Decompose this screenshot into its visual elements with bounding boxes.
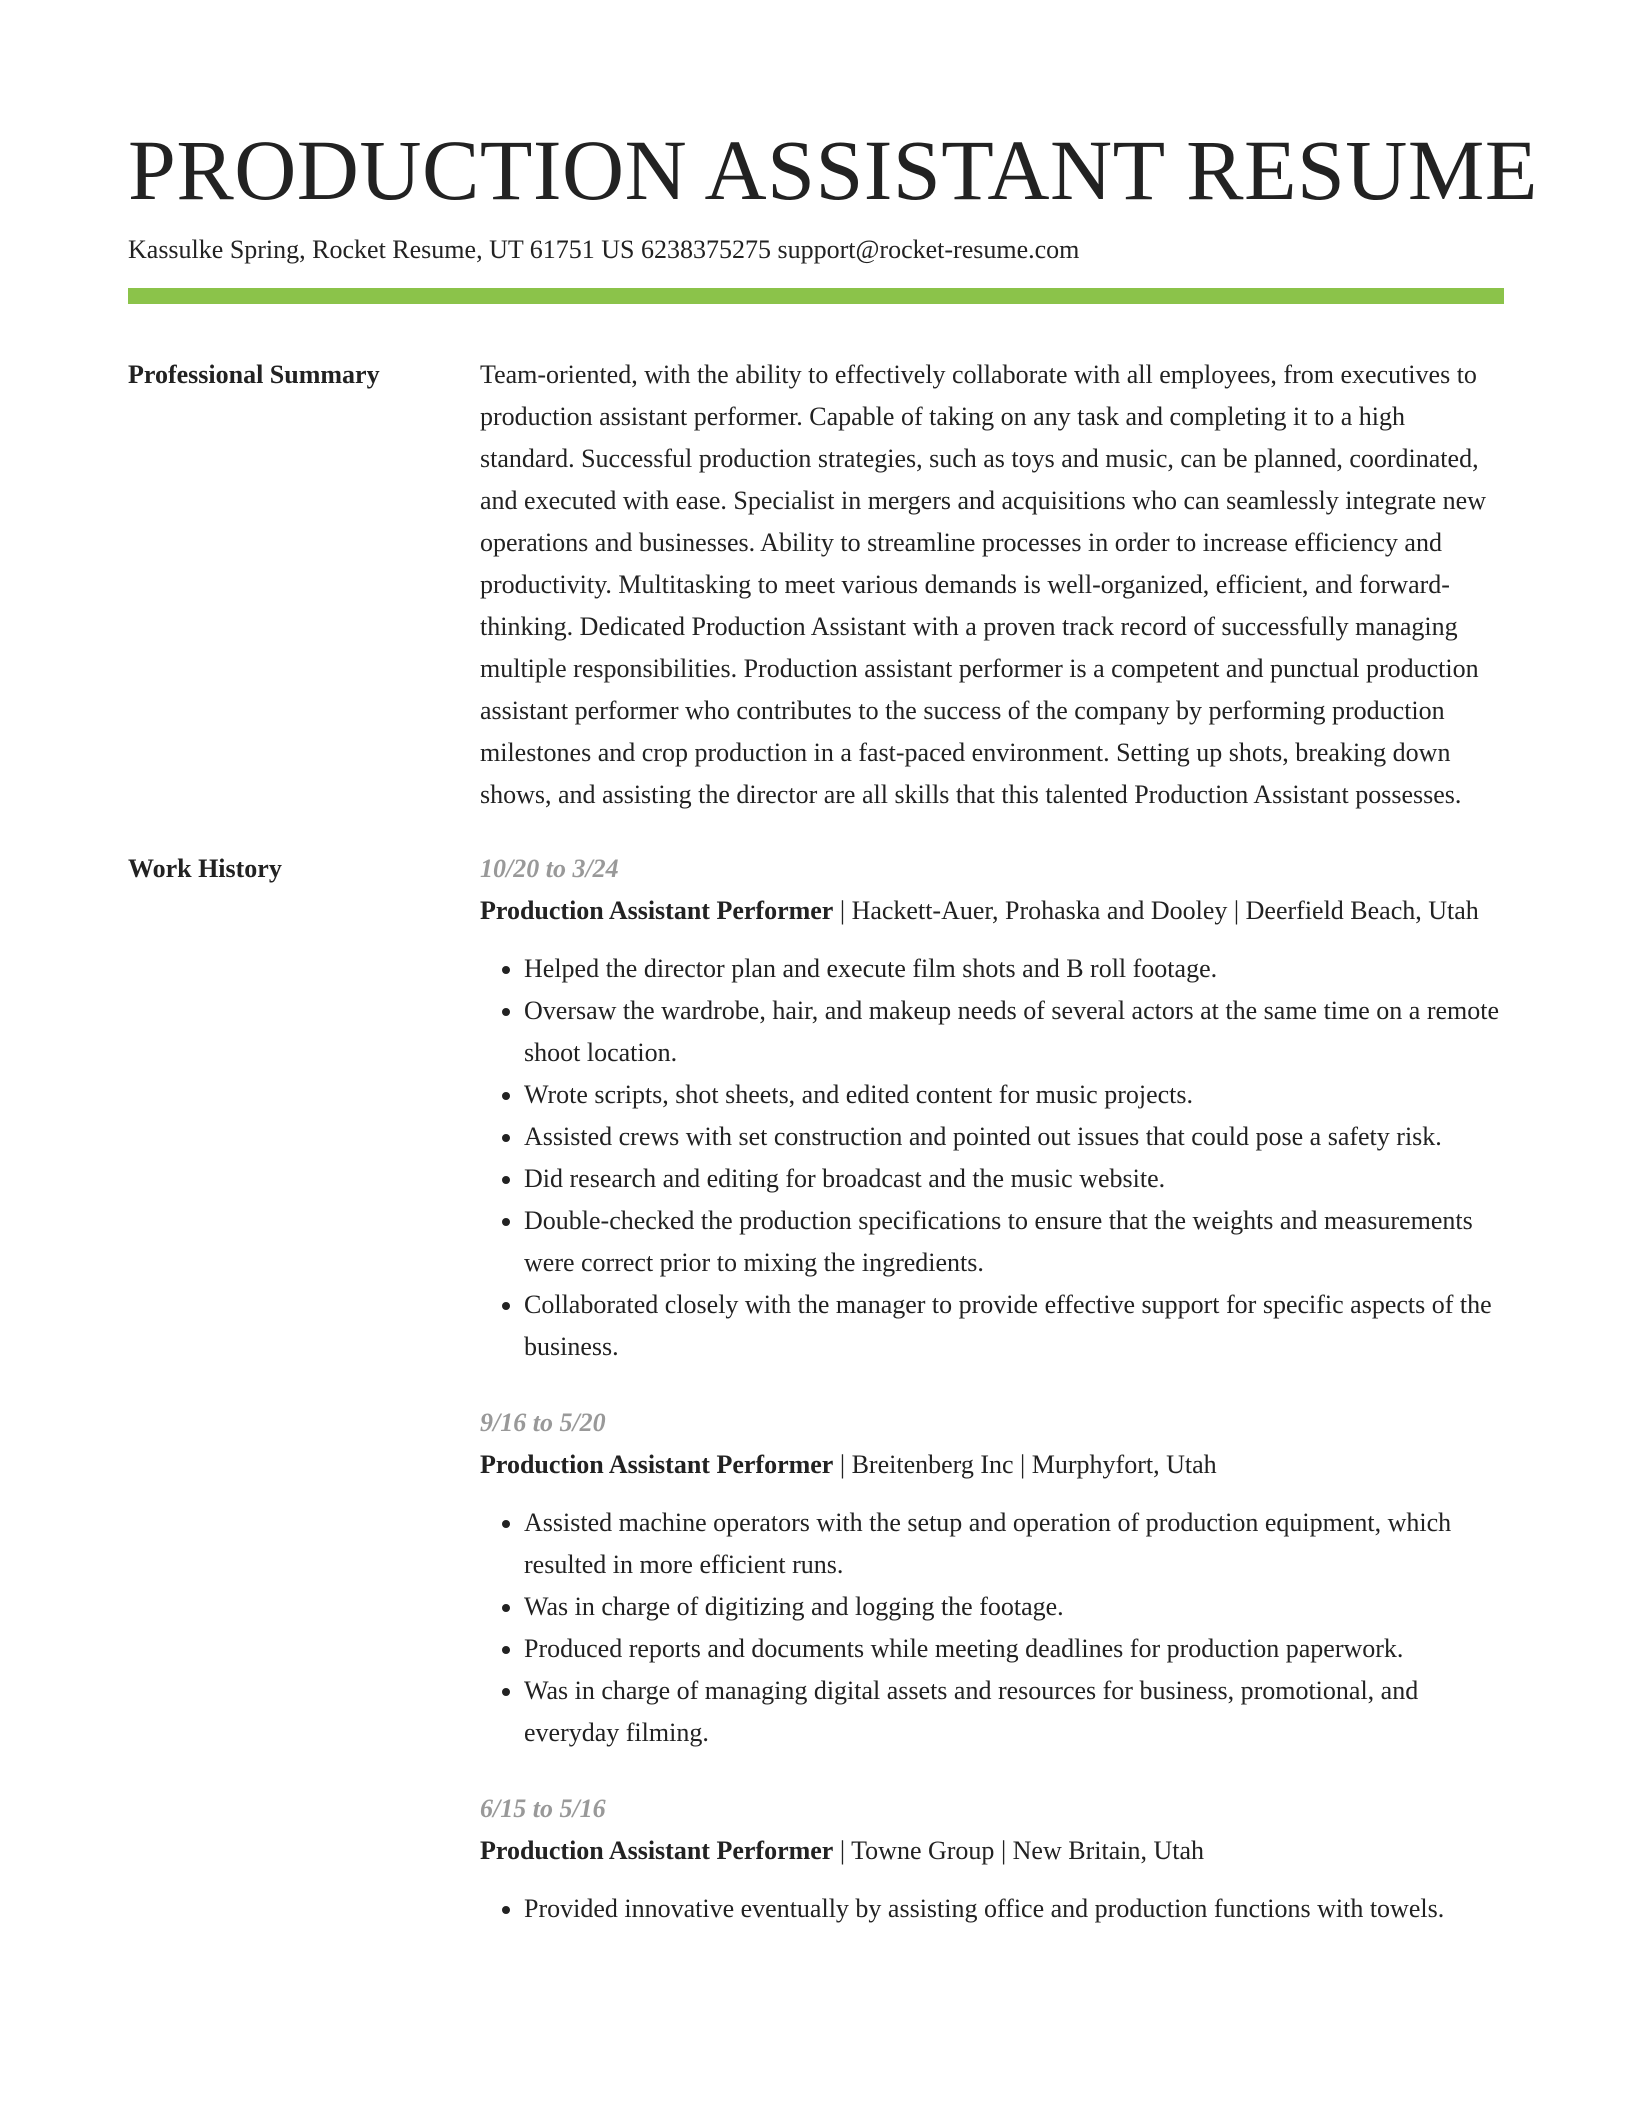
section-heading-work-history: Work History bbox=[128, 854, 282, 883]
job-bullet-list bbox=[480, 948, 1504, 1368]
job-bullet-list bbox=[480, 1502, 1504, 1754]
job-bullet: • Was in charge of digitizing and logging the footage. bbox=[524, 1586, 1504, 1628]
job-heading bbox=[480, 890, 1504, 932]
heading-separator: | bbox=[1013, 1450, 1032, 1479]
job-entry bbox=[480, 848, 1504, 1368]
job-bullet: • Helped the director plan and execute film shots and B roll footage. bbox=[524, 948, 1504, 990]
summary-body bbox=[480, 354, 1504, 816]
resume-page bbox=[128, 118, 1538, 1930]
job-bullet: • Was in charge of managing digital assets and resources for business, promotional, and everyday filming. bbox=[524, 1670, 1504, 1754]
job-bullet: • Wrote scripts, shot sheets, and edited content for music projects. bbox=[524, 1074, 1504, 1116]
job-location: Deerfield Beach, Utah bbox=[1245, 896, 1479, 925]
contact-info: Kassulke Spring, Rocket Resume, UT 61751 US 6238375275 support@rocket-resume.com bbox=[128, 235, 1080, 264]
professional-summary-section bbox=[128, 354, 1504, 816]
job-company: Towne Group bbox=[851, 1836, 995, 1865]
job-dates: 9/16 to 5/20 bbox=[480, 1408, 606, 1437]
job-title: Production Assistant Performer bbox=[480, 1450, 834, 1479]
heading-separator: | bbox=[1227, 896, 1246, 925]
job-heading bbox=[480, 1444, 1504, 1486]
job-entry bbox=[480, 1402, 1504, 1754]
job-bullet: • Produced reports and documents while meeting deadlines for production paperwork. bbox=[524, 1628, 1504, 1670]
job-location: Murphyfort, Utah bbox=[1031, 1450, 1217, 1479]
job-bullet: • Oversaw the wardrobe, hair, and makeup needs of several actors at the same time on a remote shoot location. bbox=[524, 990, 1504, 1074]
job-bullet: • Assisted crews with set construction and pointed out issues that could pose a safety risk. bbox=[524, 1116, 1504, 1158]
job-bullet: • Double-checked the production specifications to ensure that the weights and measurements were correct prior to mixing the ingredients. bbox=[524, 1200, 1504, 1284]
heading-separator: | bbox=[833, 1836, 852, 1865]
job-dates: 10/20 to 3/24 bbox=[480, 854, 619, 883]
work-history-section bbox=[128, 848, 1504, 1930]
heading-separator: | bbox=[833, 1450, 852, 1479]
job-company: Breitenberg Inc bbox=[851, 1450, 1014, 1479]
summary-text: Team-oriented, with the ability to effectively collaborate with all employees, from executives to production assistant performer. Capable of taking on any task and completing it to a high standard. Successful production strategies, such as toys and music, can be planned, coordinated, and executed with ease. Specialist in mergers and acquisitions who can seamlessly integrate new operations and businesses. Ability to streamline processes in order to increase efficiency and productivity. Multitasking to meet various demands is well-organized, efficient, and forward-thinking. Dedicated Production Assistant with a proven track record of successfully managing multiple responsibilities. Production assistant performer is a competent and punctual production assistant performer who contributes to the success of the company by performing production milestones and crop production in a fast-paced environment. Setting up shots, breaking down shows, and assisting the director are all skills that this talented Production Assistant possesses. bbox=[480, 360, 1486, 809]
job-dates: 6/15 to 5/16 bbox=[480, 1794, 606, 1823]
accent-divider bbox=[128, 288, 1504, 304]
job-title: Production Assistant Performer bbox=[480, 896, 834, 925]
resume-title: PRODUCTION ASSISTANT RESUME bbox=[128, 122, 1538, 218]
job-company: Hackett-Auer, Prohaska and Dooley bbox=[851, 896, 1228, 925]
heading-separator: | bbox=[994, 1836, 1013, 1865]
job-location: New Britain, Utah bbox=[1012, 1836, 1204, 1865]
job-heading bbox=[480, 1830, 1504, 1872]
job-bullet: • Collaborated closely with the manager to provide effective support for specific aspects of the business. bbox=[524, 1284, 1504, 1368]
work-history-body bbox=[480, 848, 1504, 1930]
job-bullet-list bbox=[480, 1888, 1504, 1930]
job-bullet: • Did research and editing for broadcast and the music website. bbox=[524, 1158, 1504, 1200]
job-bullet: • Provided innovative eventually by assisting office and production functions with towels. bbox=[524, 1888, 1504, 1930]
section-heading-summary: Professional Summary bbox=[128, 360, 380, 389]
job-entry bbox=[480, 1788, 1504, 1930]
job-bullet: • Assisted machine operators with the setup and operation of production equipment, which resulted in more efficient runs. bbox=[524, 1502, 1504, 1586]
heading-separator: | bbox=[833, 896, 852, 925]
job-title: Production Assistant Performer bbox=[480, 1836, 834, 1865]
